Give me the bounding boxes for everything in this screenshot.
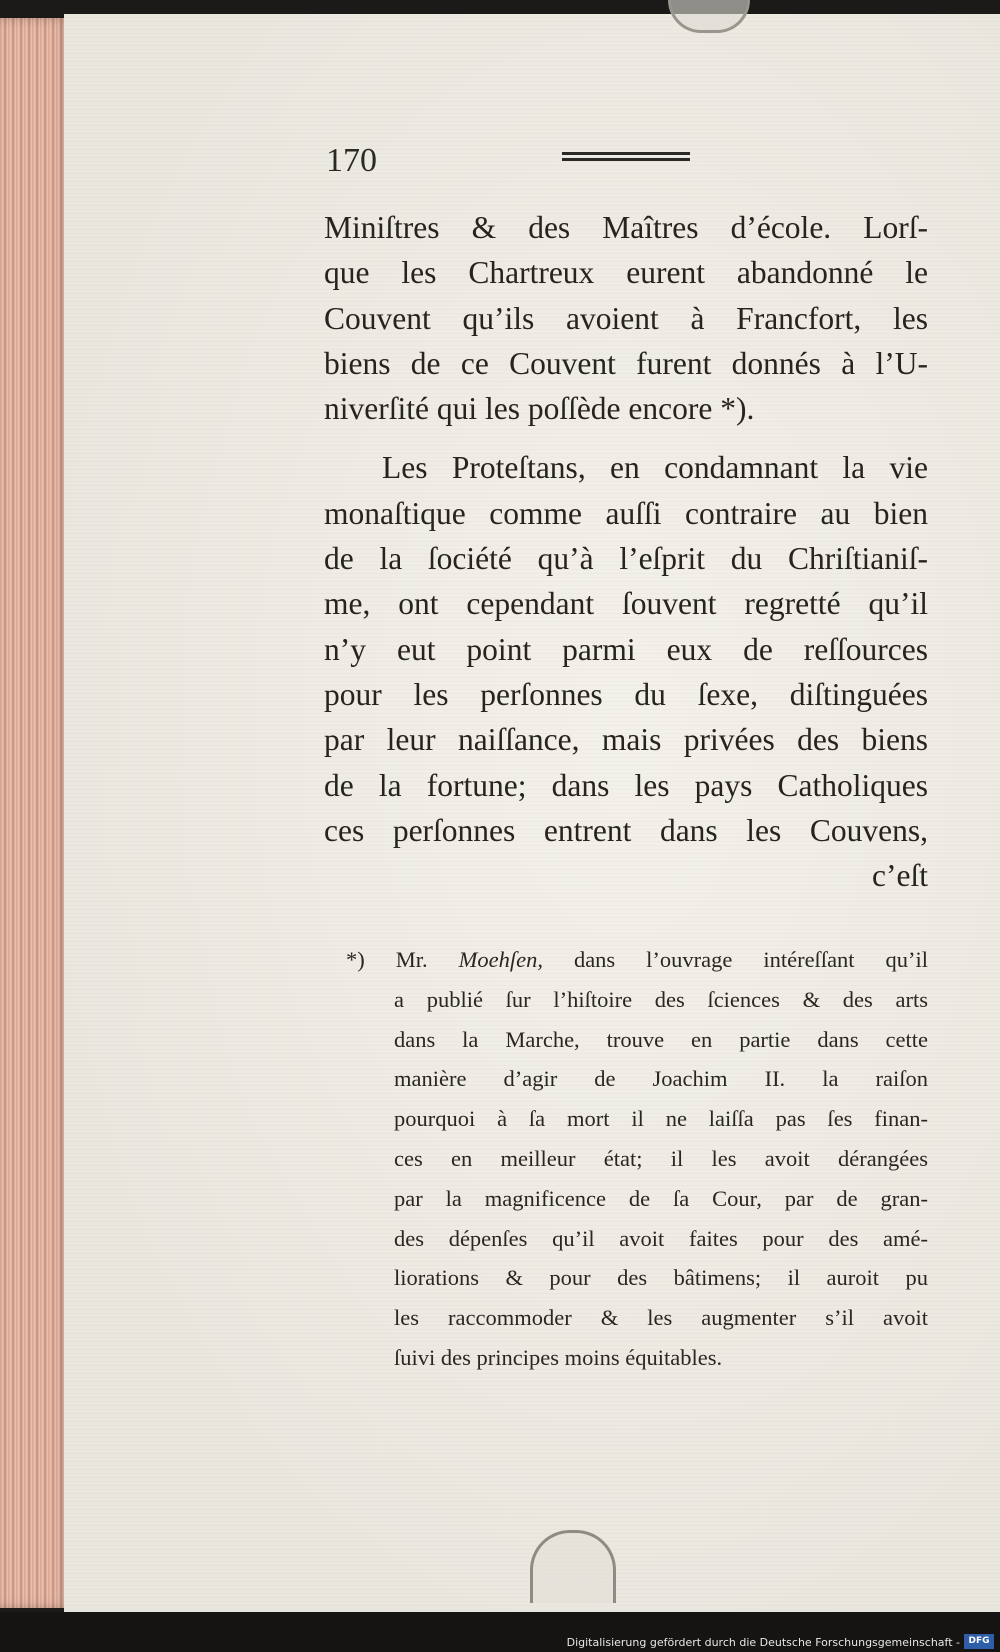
footnote-line: par la magnificence de ſa Cour, par de gran- [394,1185,928,1211]
footnote-line: ces en meilleur état; il les avoit dérangées [394,1145,928,1171]
text-line: par leur naiſſance, mais privées des biens [324,722,928,758]
footnote-line: pourquoi à ſa mort il ne laiſſa pas ſes finan- [394,1106,928,1132]
footnote-line: les raccommoder & les augmenter s’il avoit [394,1305,928,1331]
page-number: 170 [326,142,377,179]
text-line: de la ſociété qu’à l’eſprit du Chriſtianiſ- [324,541,928,577]
footnote-line: dans la Marche, trouve en partie dans cette [394,1026,928,1052]
main-text [324,205,928,898]
footnote-line: manière d’agir de Joachim II. la raiſon [394,1066,928,1092]
header-rule-ornament [562,152,690,166]
dfg-logo-icon: DFG [964,1634,994,1649]
text-line: Les Proteſtans, en condamnant la vie [382,450,928,486]
footnote [346,940,928,1378]
catchword: c’eſt [872,858,928,894]
text-line: niverſité qui les poſſède encore *). [324,391,755,427]
footnote-line: a publié ſur l’hiſtoire des ſciences & des arts [394,986,928,1012]
page-edge-stack [0,18,70,1608]
text-line: ces perſonnes entrent dans les Couvens, [324,812,928,848]
text-line: monaſtique comme auſſi contraire au bien [324,495,928,531]
footnote-line: liorations & pour des bâtimens; il auroit pu [394,1265,928,1291]
text-line: que les Chartreux eurent abandonné le [324,255,928,291]
text-line: me, ont cependant ſouvent regretté qu’il [324,586,928,622]
text-line: n’y eut point parmi eux de reſſources [324,631,928,667]
footnote-first-line [346,940,928,980]
footnote-marker: *) [346,947,365,972]
footnote-line: ſuivi des principes moins équitables. [394,1344,723,1370]
text-line: Couvent qu’ils avoient à Francfort, les [324,300,928,336]
bottom-clip [530,1530,616,1603]
footnote-line: des dépenſes qu’il avoit faites pour des amé- [394,1225,928,1251]
text-line: Miniſtres & des Maîtres d’école. Lorſ- [324,210,928,245]
text-line: de la fortune; dans les pays Catholiques [324,767,928,803]
footnote-text: dans l’ouvrage intéreſſant qu’il [573,947,929,972]
digitization-credit: Digitalisierung gefördert durch die Deutsche Forschungsgemeinschaft - [566,1636,960,1649]
footnote-prefix: Mr. [395,947,428,972]
footnote-author: Moehſen, [458,947,543,972]
text-line: biens de ce Couvent furent donnés à l’U- [324,345,928,381]
text-line: pour les perſonnes du ſexe, diſtinguées [324,676,928,712]
